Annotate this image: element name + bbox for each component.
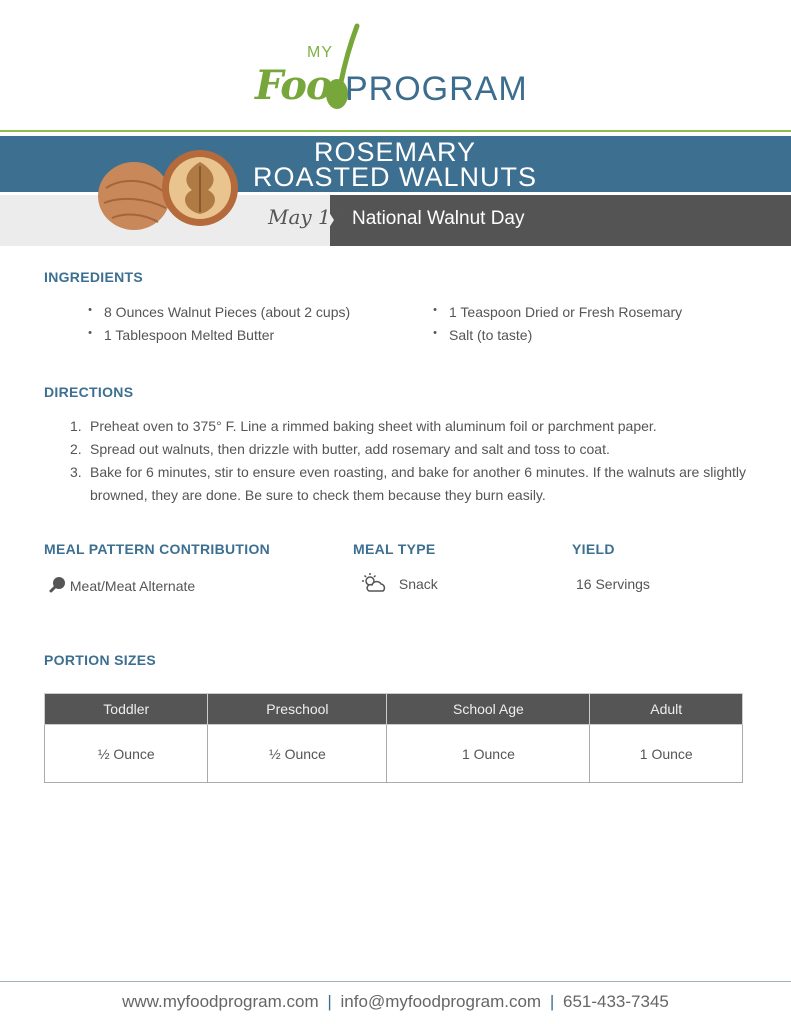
recipe-title: [250, 136, 540, 192]
portion-sizes-table: [44, 693, 743, 783]
meal-type-heading: MEAL TYPE: [353, 541, 436, 557]
walnuts-illustration: [96, 148, 246, 238]
direction-step-text: Bake for 6 minutes, stir to ensure even roasting, and bake for another 6 minutes. If the walnuts are slightly browned, they are done. Be sure to check them because they burn easily.: [90, 464, 747, 503]
direction-step: [70, 461, 760, 507]
footer-divider: [0, 981, 791, 982]
footer: [0, 992, 791, 1012]
table-cell: 1 Ounce: [590, 725, 743, 783]
ingredient-item: • Salt (to taste): [449, 327, 532, 343]
meal-type-value: Snack: [398, 576, 438, 592]
table-row: [45, 725, 743, 783]
direction-step-number: 1.: [70, 418, 82, 434]
directions-heading: DIRECTIONS: [44, 384, 134, 400]
brand-logo: [255, 22, 545, 112]
direction-step-text: Preheat oven to 375° F. Line a rimmed baking sheet with aluminum foil or parchment paper.: [90, 418, 657, 434]
footer-separator: |: [327, 992, 332, 1011]
sun-cloud-icon: [361, 572, 387, 594]
direction-step-number: 2.: [70, 441, 82, 457]
column-header: Preschool: [208, 694, 387, 725]
drumstick-icon: [48, 576, 66, 594]
logo-my-text: MY: [307, 44, 333, 61]
ingredients-heading: INGREDIENTS: [44, 269, 143, 285]
direction-step-number: 3.: [70, 464, 82, 480]
logo-food-text: Foo: [255, 62, 332, 109]
footer-website-link[interactable]: www.myfoodprogram.com: [122, 992, 319, 1011]
table-cell: ½ Ounce: [208, 725, 387, 783]
direction-step: [70, 415, 760, 438]
yield-value: 16 Servings: [576, 576, 650, 592]
occasion-name: National Walnut Day: [352, 208, 525, 229]
footer-separator: |: [549, 992, 555, 1011]
recipe-title-line2: ROASTED WALNUTS: [252, 162, 538, 192]
header-divider: [0, 130, 791, 132]
meal-pattern-value: Meat/Meat Alternate: [69, 578, 196, 594]
meal-pattern-value-row: [48, 576, 195, 594]
portion-sizes-heading: PORTION SIZES: [44, 652, 157, 668]
logo-program-text: PROGRAM: [345, 70, 528, 108]
table-cell: 1 Ounce: [387, 725, 590, 783]
ingredient-item: • 1 Teaspoon Dried or Fresh Rosemary: [449, 304, 682, 320]
table-header-row: [45, 694, 743, 725]
recipe-title-line1: ROSEMARY: [313, 137, 477, 167]
footer-email-link[interactable]: info@myfoodprogram.com: [340, 992, 542, 1011]
meal-type-value-row: [361, 572, 438, 594]
ingredient-item: • 1 Tablespoon Melted Butter: [104, 327, 274, 343]
column-header: Adult: [590, 694, 743, 725]
direction-step-text: Spread out walnuts, then drizzle with butter, add rosemary and salt and toss to coat.: [90, 441, 610, 457]
column-header: School Age: [387, 694, 590, 725]
ingredient-item: • 8 Ounces Walnut Pieces (about 2 cups): [104, 304, 350, 320]
meal-pattern-heading: MEAL PATTERN CONTRIBUTION: [44, 541, 271, 557]
table-cell: ½ Ounce: [45, 725, 208, 783]
occasion-date: May 17: [268, 205, 344, 229]
footer-phone: 651-433-7345: [562, 992, 669, 1011]
yield-heading: YIELD: [572, 541, 615, 557]
column-header: Toddler: [45, 694, 208, 725]
direction-step: [70, 438, 760, 461]
